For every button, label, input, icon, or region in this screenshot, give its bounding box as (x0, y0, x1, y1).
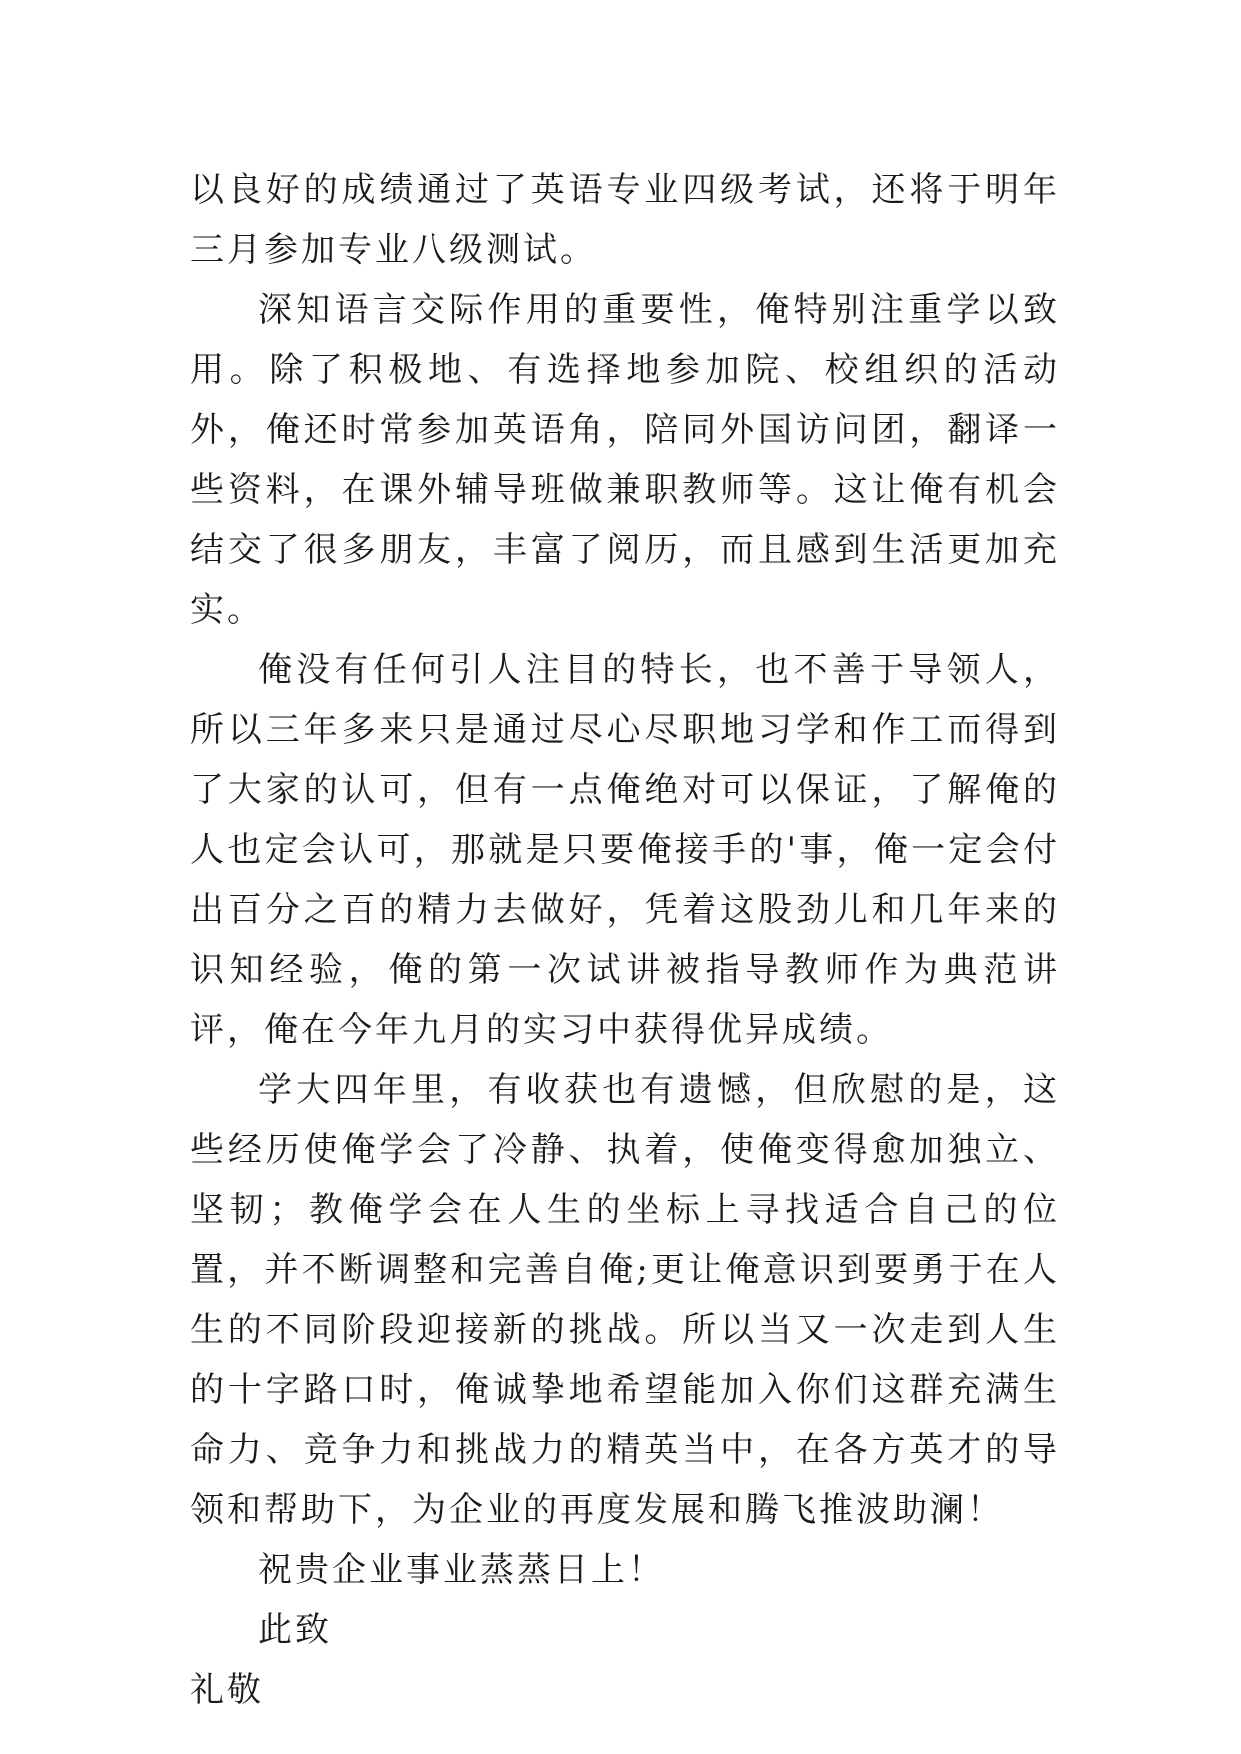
paragraph-work-attitude: 俺没有任何引人注目的特长，也不善于导领人，所以三年多来只是通过尽心尽职地习学和作工而得到了大家的认可，但有一点俺绝对可以保证，了解俺的人也定会认可，那就是只要俺接手的'事，俺一定会付出百分之百的精力去做好，凭着这股劲儿和几年来的识知经验，俺的第一次试讲被指导教师作为典范讲评，俺在今年九月的实习中获得优异成绩。 (190, 650, 1060, 1050)
closing-wish: 祝贵企业事业蒸蒸日上！ (258, 1550, 665, 1590)
salutation: 礼敬 (190, 1670, 264, 1710)
letter-body (190, 160, 1060, 1720)
paragraph-language-practice: 深知语言交际作用的重要性，俺特别注重学以致用。除了积极地、有选择地参加院、校组织的活动外，俺还时常参加英语角，陪同外国访问团，翻译一些资料，在课外辅导班做兼职教师等。这让俺有机会结交了很多朋友，丰富了阅历，而且感到生活更加充实。 (190, 290, 1060, 630)
paragraph-university-summary: 学大四年里，有收获也有遗憾，但欣慰的是，这些经历使俺学会了冷静、执着，使俺变得愈加独立、坚韧；教俺学会在人生的坐标上寻找适合自己的位置，并不断调整和完善自俺;更让俺意识到要勇于在人生的不同阶段迎接新的挑战。所以当又一次走到人生的十字路口时，俺诚挚地希望能加入你们这群充满生命力、竞争力和挑战力的精英当中，在各方英才的导领和帮助下，为企业的再度发展和腾飞推波助澜！ (190, 1070, 1060, 1530)
paragraph-continuation: 以良好的成绩通过了英语专业四级考试，还将于明年三月参加专业八级测试。 (190, 170, 1060, 270)
closing-phrase: 此致 (258, 1610, 332, 1650)
